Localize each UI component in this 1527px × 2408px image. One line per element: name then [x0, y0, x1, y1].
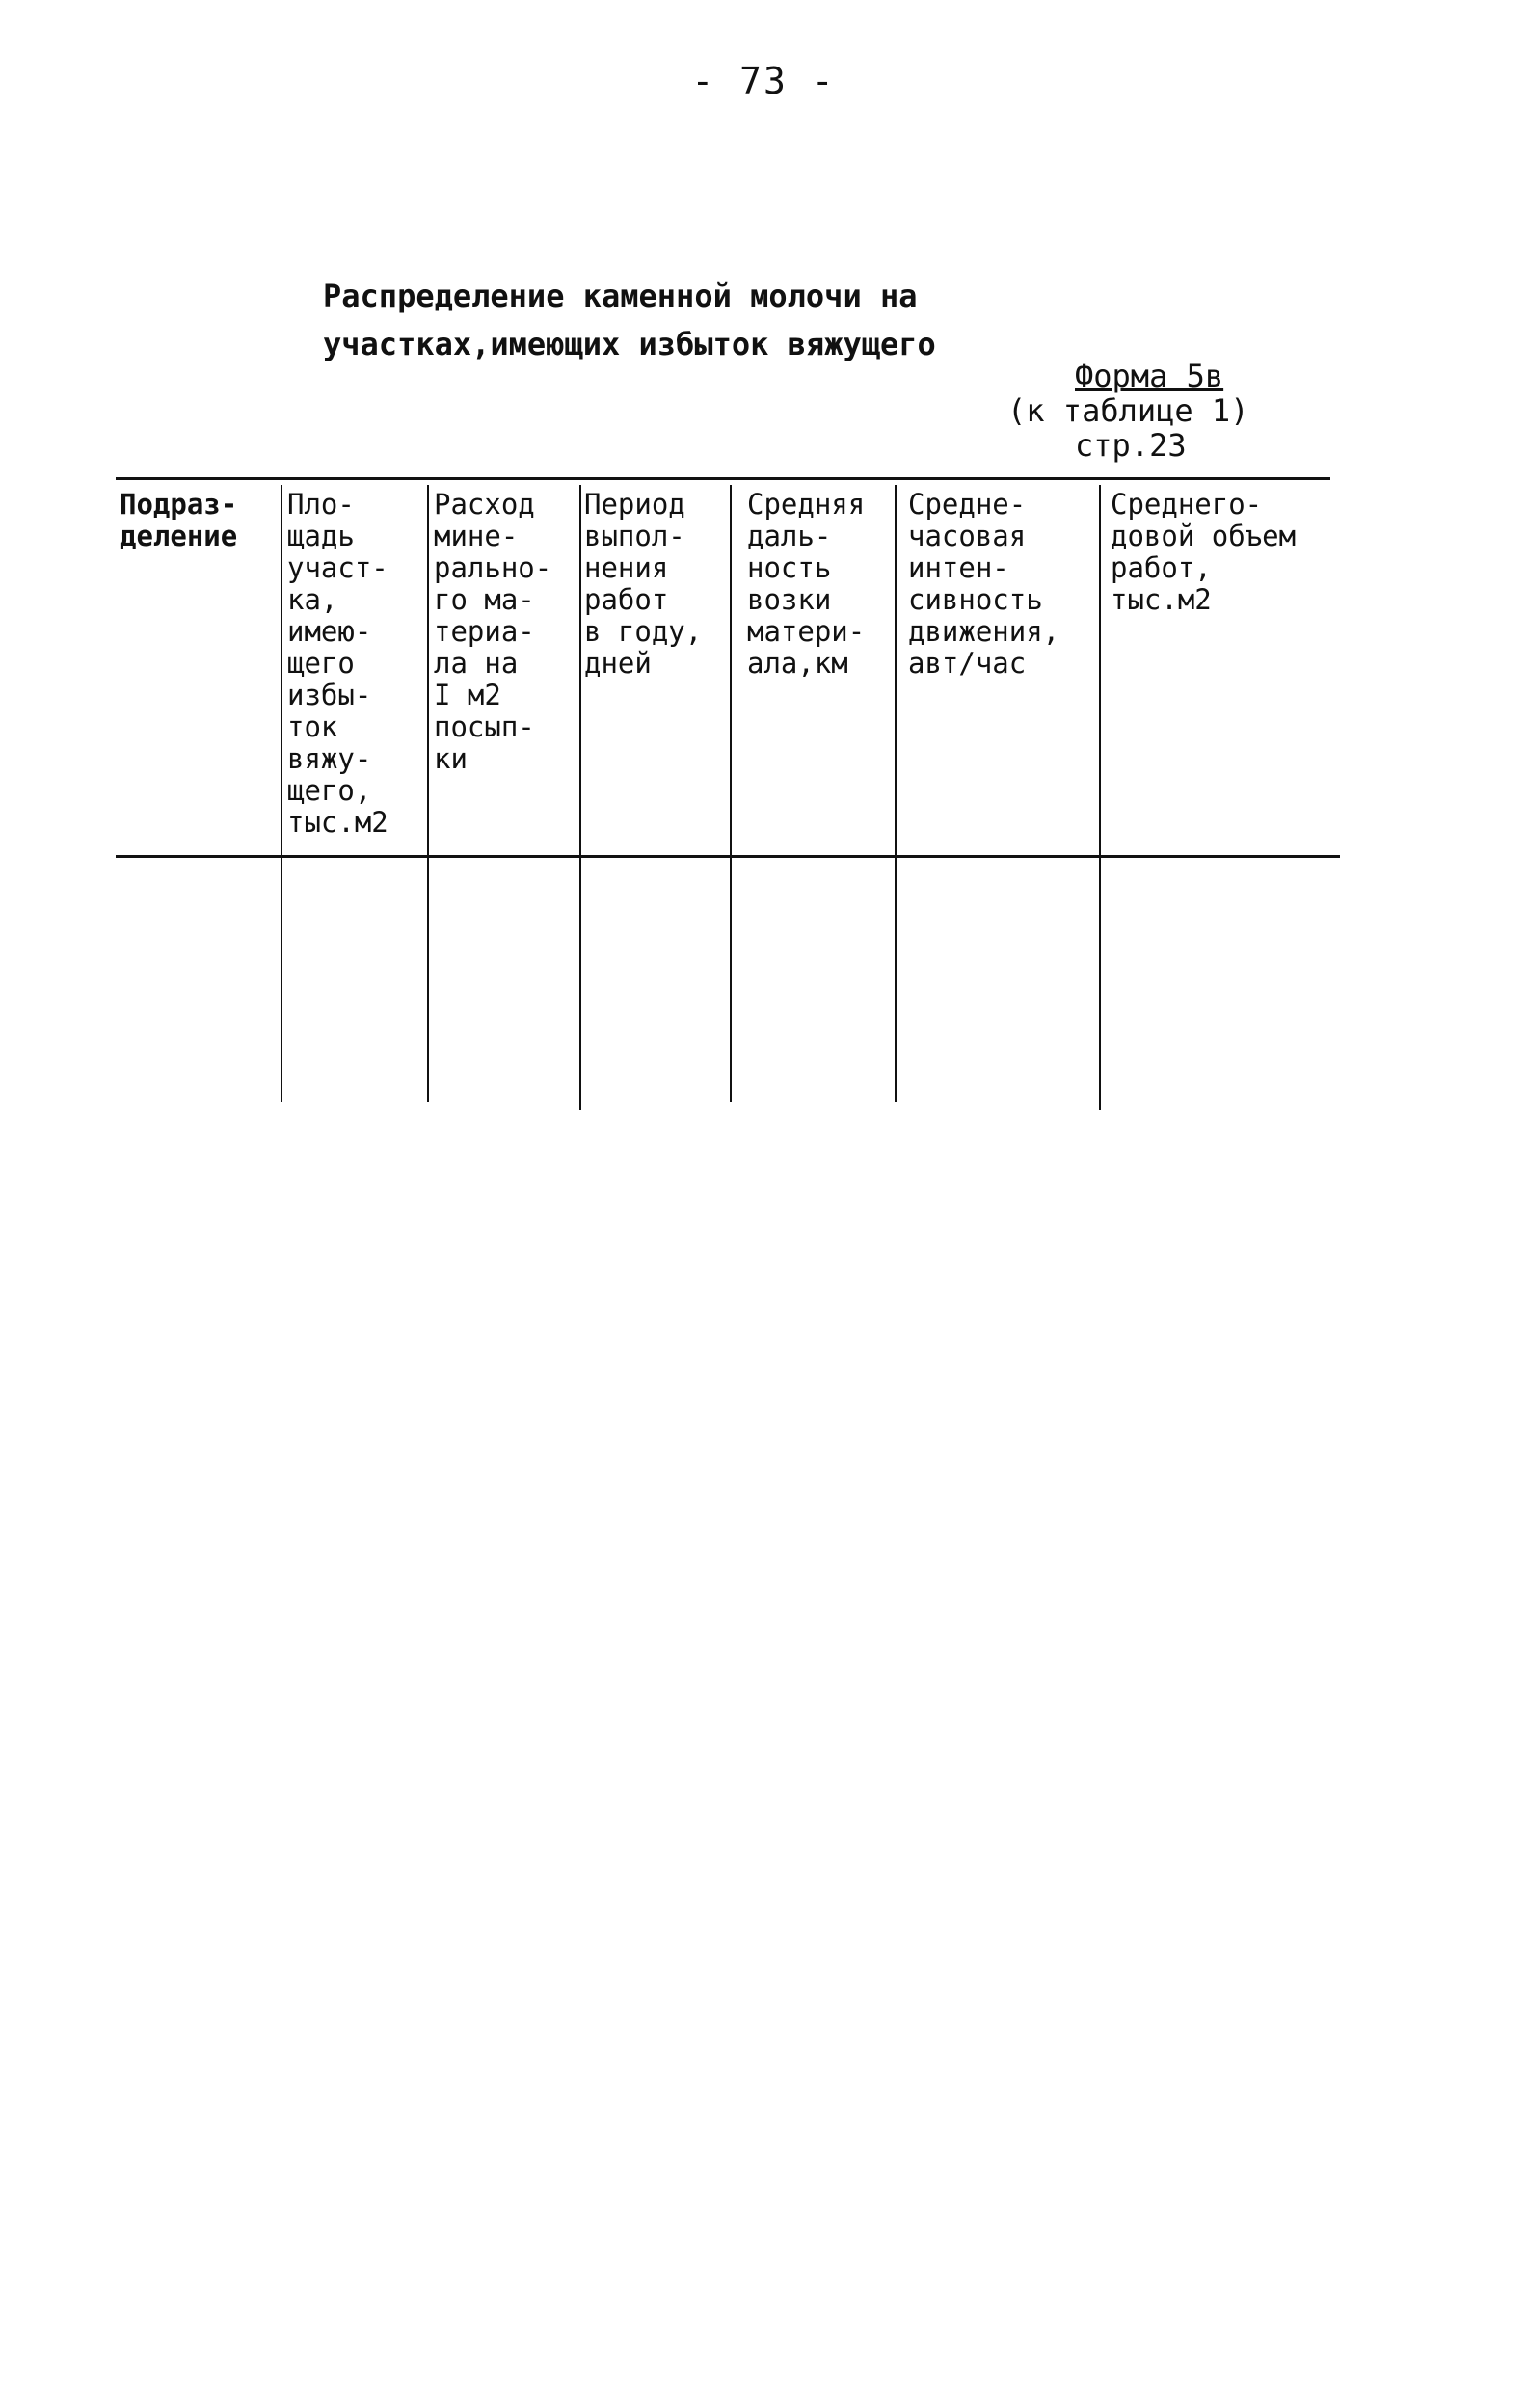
column-divider — [895, 485, 897, 1102]
column-divider — [427, 485, 429, 1102]
title-line-1: Распределение каменной молочи на — [323, 278, 918, 314]
column-header-subdivision: Подраз- деление — [120, 488, 238, 552]
column-divider — [579, 485, 581, 1110]
column-divider — [730, 485, 732, 1102]
table-reference: (к таблице 1) — [1007, 392, 1249, 429]
form-reference — [1007, 359, 1297, 463]
column-header-area: Пло- щадь участ- ка, имею- щего избы- ток вяжу- щего, тыс.м2 — [287, 488, 388, 839]
column-header-material-consumption: Расход мине- рально- го ма- териа- ла на I м2 посып- ки — [434, 488, 552, 775]
column-divider — [1099, 485, 1101, 1110]
document-title — [323, 272, 936, 368]
column-header-traffic-intensity: Средне- часовая интен- сивность движения, авт/час — [908, 488, 1060, 680]
title-line-2: участках,имеющих избыток вяжущего — [323, 326, 936, 362]
column-header-work-period: Период выпол- нения работ в году, дней — [584, 488, 703, 680]
page-reference: стр.23 — [1075, 427, 1187, 464]
table-top-rule — [116, 477, 1330, 480]
column-divider — [281, 485, 282, 1102]
column-header-haul-distance: Средняя даль- ность возки матери- ала,км — [747, 488, 866, 680]
form-label: Форма 5в — [1075, 358, 1224, 394]
header-bottom-rule — [116, 855, 1340, 858]
page-number: - 73 - — [691, 60, 836, 102]
column-header-annual-volume: Среднего- довой объем работ, тыс.м2 — [1111, 488, 1297, 616]
